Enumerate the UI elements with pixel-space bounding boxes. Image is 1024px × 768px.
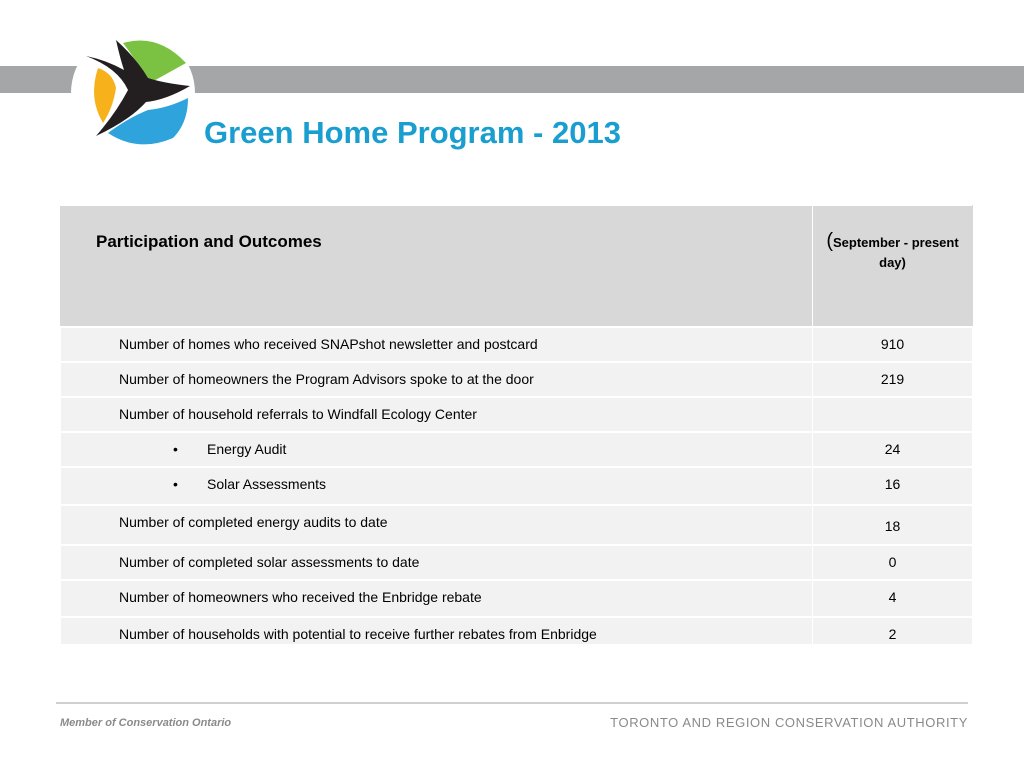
table-row xyxy=(61,432,973,467)
header-label: Participation and Outcomes xyxy=(96,232,322,251)
row-label: Solar Assessments xyxy=(207,476,327,492)
row-value: 0 xyxy=(813,545,973,580)
row-value: 24 xyxy=(813,432,973,467)
footer-divider xyxy=(56,702,968,704)
header-period-text: September - present day) xyxy=(832,235,959,270)
row-value xyxy=(813,397,973,432)
table-header-row xyxy=(61,206,973,328)
row-value: 910 xyxy=(813,327,973,362)
table-row xyxy=(61,580,973,617)
row-label: Number of homes who received SNAPshot newsletter and postcard xyxy=(61,327,813,362)
bullet-icon: • xyxy=(173,476,178,492)
bullet-icon: • xyxy=(173,441,178,457)
table-row xyxy=(61,362,973,397)
row-value: 16 xyxy=(813,467,973,505)
row-value: 219 xyxy=(813,362,973,397)
header-label-cell xyxy=(61,206,813,328)
row-value: 4 xyxy=(813,580,973,617)
row-sub-label xyxy=(61,432,813,467)
row-label: Number of households with potential to receive further rebates from Enbridge xyxy=(61,617,813,644)
row-value: 18 xyxy=(813,505,973,545)
table-row xyxy=(61,545,973,580)
row-sub-label xyxy=(61,467,813,505)
table-row xyxy=(61,505,973,545)
table-row xyxy=(61,467,973,505)
row-label: Number of completed energy audits to date xyxy=(61,505,813,545)
footer-member-text: Member of Conservation Ontario xyxy=(60,717,232,729)
row-label: Energy Audit xyxy=(207,441,287,457)
row-value: 2 xyxy=(813,617,973,644)
row-label: Number of homeowners who received the Enbridge rebate xyxy=(61,580,813,617)
outcomes-table xyxy=(60,205,972,645)
header-period xyxy=(813,206,972,273)
header-value-cell xyxy=(813,206,973,328)
header-paren: ( xyxy=(826,230,833,252)
table-row xyxy=(61,327,973,362)
footer-organization-name: TORONTO AND REGION CONSERVATION AUTHORITY xyxy=(610,715,968,730)
row-label: Number of household referrals to Windfall Ecology Center xyxy=(61,397,813,432)
page-title: Green Home Program - 2013 xyxy=(204,115,621,150)
table-row xyxy=(61,397,973,432)
trca-logo-icon xyxy=(68,28,198,158)
row-label: Number of completed solar assessments to date xyxy=(61,545,813,580)
row-label: Number of homeowners the Program Advisors spoke to at the door xyxy=(61,362,813,397)
table-row xyxy=(61,617,973,644)
